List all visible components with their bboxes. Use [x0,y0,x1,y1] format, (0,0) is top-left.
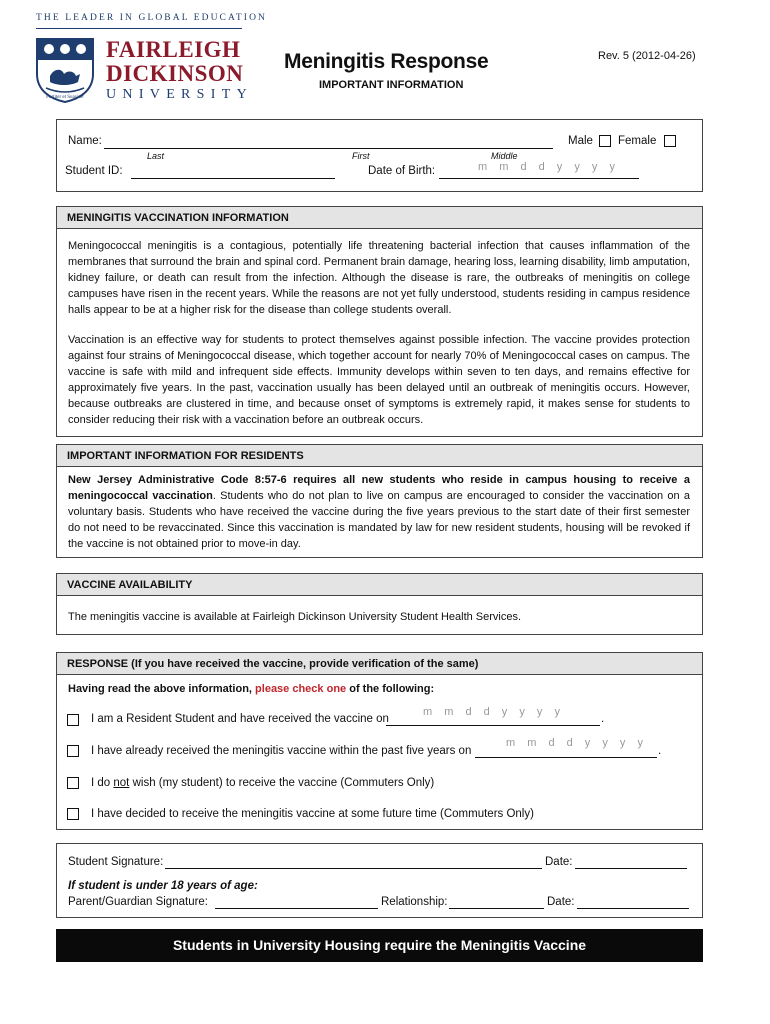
dob-field[interactable] [439,178,639,179]
option-resident-date-field[interactable] [386,725,600,726]
male-label: Male [568,135,593,147]
student-id-label: Student ID: [65,165,123,177]
parent-signature-field[interactable] [215,908,378,909]
option-resident-checkbox[interactable] [67,714,79,726]
option-decline-start: I do [91,777,111,789]
option-resident-date-placeholder: m m d d y y y y [423,706,561,718]
instruction-end: of the following: [349,683,435,695]
university-name-line2: DICKINSON [106,61,244,86]
relationship-field[interactable] [449,908,544,909]
availability-heading: VACCINE AVAILABILITY [57,574,702,596]
university-name-line1: FAIRLEIGH [106,37,241,62]
student-date-field[interactable] [575,868,687,869]
option-resident-end: . [601,713,605,725]
response-instruction [68,683,434,695]
parent-date-field[interactable] [577,908,689,909]
parent-signature-label: Parent/Guardian Signature: [68,896,209,908]
page-title: Meningitis Response [284,50,489,73]
dob-label: Date of Birth: [368,165,436,177]
under-18-note: If student is under 18 years of age: [68,880,258,892]
availability-box [56,573,703,635]
option-past-five-years-label: I have already received the meningitis vaccine within the past five years on [91,745,472,757]
revision-label: Rev. 5 (2012-04-26) [598,50,696,62]
residents-info-heading: IMPORTANT INFORMATION FOR RESIDENTS [57,445,702,467]
parent-date-label: Date: [547,896,575,908]
name-field[interactable] [104,148,553,149]
vaccination-para-2: Vaccination is an effective way for students to protect themselves against possible infection. The vaccine provides protection against four strains of Meningococcal disease, which together account for nearly 70% of Meningococcal cases on campus. The vaccine is safe with mild and infrequent side effects. Immunity develops within seven to ten days, and remains effective for approximately five years. In the past, vaccination usually has been delayed until an outbreak of meningitis occurs. However, because outbreaks are clustered in time, and because onset of symptoms is extremely rapid, it makes sense for students to consider reducing their risk with a vaccination before an outbreak occurs. [68,334,690,426]
option-past-five-years-end: . [658,745,662,757]
last-hint: Last [147,151,165,161]
university-name-line3: UNIVERSITY [106,87,253,102]
option-past-five-years-checkbox[interactable] [67,745,79,757]
tagline: THE LEADER IN GLOBAL EDUCATION [36,13,267,23]
option-decline-label [91,777,434,789]
middle-hint: Middle [491,151,518,161]
female-checkbox[interactable] [664,135,676,147]
option-decline-end: wish (my student) to receive the vaccine (Commuters Only) [132,777,435,789]
university-crest-icon [34,36,96,104]
vaccination-para-1: Meningococcal meningitis is a contagious, potentially life threatening bacterial infection that causes inflammation of the membranes that surround the brain and spinal cord. Permanent brain damage, hearing loss, learning disability, limb amputation, kidney failure, or death can result from the infection. Although the disease is rare, the outbreaks of meningitis on college campuses have risen in the recent years. While the reasons are not yet fully understood, students residing in campus residence halls appear to be at a higher risk for the disease than college students overall. [68,240,690,316]
dob-placeholder: m m d d y y y y [478,161,616,173]
instruction-start: Having read the above information, [68,683,252,695]
option-past-five-years-date-placeholder: m m d d y y y y [506,737,644,749]
residents-bold-text: New Jersey Administrative Code 8:57-6 requires all new students who reside in campus housing to receive a meningococcal vaccination [68,474,690,502]
option-decline-checkbox[interactable] [67,777,79,789]
student-signature-field[interactable] [165,868,542,869]
female-label: Female [618,135,657,147]
residents-text [68,472,690,552]
option-future-label: I have decided to receive the meningitis vaccine at some future time (Commuters Only) [91,808,534,820]
first-hint: First [352,151,370,161]
housing-banner: Students in University Housing require the Meningitis Vaccine [56,929,703,962]
page-subtitle: IMPORTANT INFORMATION [319,79,464,91]
tagline-rule [36,28,242,29]
availability-text: The meningitis vaccine is available at Fairleigh Dickinson University Student Health Services. [68,611,522,623]
male-checkbox[interactable] [599,135,611,147]
student-date-label: Date: [545,856,573,868]
name-label: Name: [68,135,102,147]
vaccination-info-heading: MENINGITIS VACCINATION INFORMATION [57,207,702,229]
option-decline-not: not [113,777,130,789]
residents-rest-text: . Students who do not plan to live on campus are encouraged to consider the vaccination on a voluntary basis. Students who have received the vaccine during the five years previous to the start date of their first semester do not need to be revaccinated. Since this vaccination is mandated by law for new resident students, housing will be revoked if the vaccine is not obtained prior to move-in day. [68,490,691,550]
option-past-five-years-date-field[interactable] [475,757,657,758]
student-signature-label: Student Signature: [68,856,164,868]
relationship-label: Relationship: [381,896,448,908]
option-resident-label: I am a Resident Student and have received the vaccine on [91,713,389,725]
student-id-field[interactable] [131,178,335,179]
option-future-checkbox[interactable] [67,808,79,820]
crest-motto: Fortiter et Suaviter [46,95,84,100]
response-heading: RESPONSE (If you have received the vaccine, provide verification of the same) [57,653,702,675]
instruction-red: please check one [255,683,347,695]
